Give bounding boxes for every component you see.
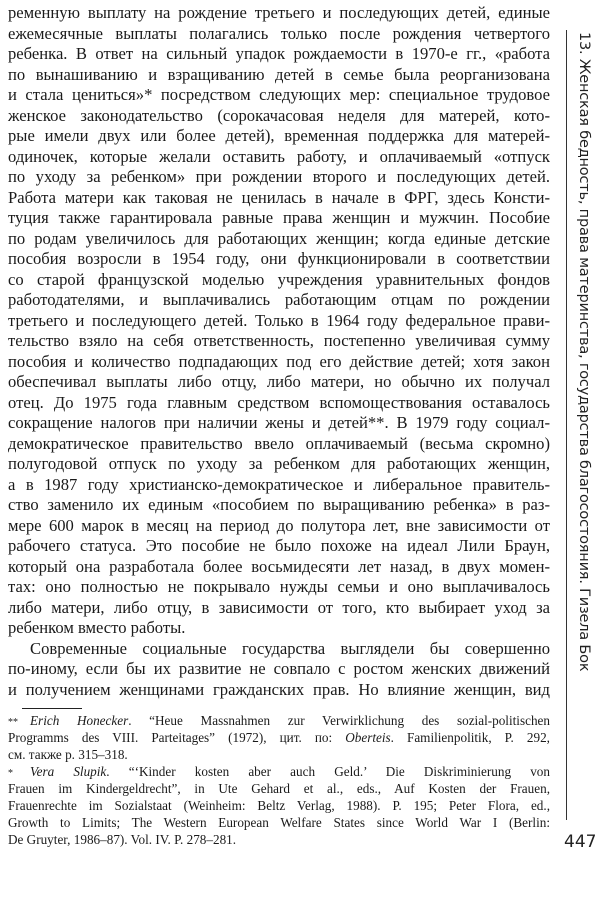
page-number: 447 xyxy=(564,832,597,852)
text-line: женское законодательство (сорокачасовая неделя для матерей, кото- xyxy=(8,105,550,125)
footnotes xyxy=(8,712,550,848)
text-line: одиночек, которые желали оставить работу, и оплачиваемый «отпуск xyxy=(8,146,550,166)
text-line: по уходу за ребенком» при рождении второго и последующих детей. xyxy=(8,167,550,186)
footnote-line xyxy=(8,729,550,746)
text-line: ребенком вместо работы. xyxy=(8,618,186,637)
footnote-mark: ** xyxy=(8,717,18,728)
text-line: сокращение налогов при наличии жены и детей**. В 1979 году социал- xyxy=(8,413,550,432)
text-line: со старой французской моделью учреждения уравнительных фондов xyxy=(8,269,550,289)
text-line: рые имели двух или более детей), временная поддержка для матерей- xyxy=(8,126,550,145)
footnote-line: Growth to Limits; The Western European Welfare States since World War I (Berlin: xyxy=(8,815,550,830)
text-line: Работа матери как таковая не ценилась в начале в ФРГ, здесь Консти- xyxy=(8,187,550,207)
text-line: рабочего статуса. Это пособие не было похоже на идеал Лили Браун, xyxy=(8,536,550,555)
footnote-line: De Gruyter, 1986–87). Vol. IV. P. 278–281. xyxy=(8,832,237,847)
footnote-line xyxy=(8,712,550,729)
text-line: по родам увеличилось для работающих женщин; когда единые детские xyxy=(8,228,550,248)
footnote-line: Frauenrechte im Sozialstaat (Weinheim: Beltz Verlag, 1988). P. 195; Peter Flora, ed., xyxy=(8,798,550,813)
text-line: Современные социальные государства выглядели бы совершенно xyxy=(30,638,550,658)
footnote-line: Frauen im Kindergeldrecht”, in Ute Gehard et al., eds., Auf Kosten der Frauen, xyxy=(8,781,550,796)
text-line: либо матери, либо отцу, в зависимости от того, кто выбирает уход за xyxy=(8,597,550,617)
footnote-author: Vera Slupik xyxy=(30,764,107,779)
text-line: отец. До 1975 года главным средством вспомоществования оставалось xyxy=(8,392,550,412)
footnote-text: . “‘Kinder kosten aber auch Geld.’ Die Diskriminierung von xyxy=(106,764,550,779)
text-line: тельство взяло на себя ответственность, постепенно увеличивая сумму xyxy=(8,331,550,350)
text-line: пособия и количество подпадающих под его действие детей; хотя закон xyxy=(8,351,550,371)
footnote-author: Erich Honecker xyxy=(30,713,129,728)
text-line: а в 1987 году христианско-демократическое и либеральное правитель- xyxy=(8,474,550,494)
text-line: работодателями, и выплачивались работающим отцам по рождении xyxy=(8,290,550,309)
text-line: по-иному, если бы их развитие не совпало с ростом женских движений xyxy=(8,659,550,678)
text-line: ство заменило их единым «пособием по выращиванию ребенка» в раз- xyxy=(8,495,550,514)
text-line: мере 600 марок в месяц на период до полутора лет, вне зависимости от xyxy=(8,515,550,535)
text-line: третьего и последующего детей. Только в 1964 году федеральное прави- xyxy=(8,310,550,330)
text-line: который она разработала более восьмидесяти лет назад, в двух момен- xyxy=(8,556,550,576)
text-line: демократическое правительство ввело оплачиваемый (весьма скромно) xyxy=(8,433,550,453)
footnote-text: . “Heue Massnahmen zur Verwirklichung des sozial-politischen xyxy=(128,713,550,728)
footnote-cited: Oberteis xyxy=(345,730,391,745)
text-line: по вынашиванию и взращиванию детей в семье была реорганизована xyxy=(8,64,550,84)
footnote-text: Programms des VIII. Parteitages” (1972), цит. по: xyxy=(8,730,346,745)
text-line: туция также гарантировала равные права женщин и мужчин. Пособие xyxy=(8,208,550,227)
text-line: и получением женщинами гражданских прав. Но влияние женщин, вид xyxy=(8,679,550,699)
running-head: 13. Женская бедность, права материнства, государства благосостояния. Гизела Бок xyxy=(576,32,592,672)
text-line: ребенка. В ответ на сильный упадок рождаемости в 1970-е гг., «работа xyxy=(8,44,550,63)
margin-rule xyxy=(566,30,567,820)
text-line: тах: оно полностью не покрывало нужды семьи и оно выплачивалось xyxy=(8,577,550,596)
text-line: ременную выплату на рождение третьего и последующих детей, единые xyxy=(8,3,550,22)
footnote-text: . Familienpolitik, P. 292, xyxy=(390,730,550,745)
text-line: и стала цениться»* посредством следующих мер: специальное трудовое xyxy=(8,85,550,104)
text-line: ежемесячные выплаты полагались только после рождения четвертого xyxy=(8,23,550,43)
footnote-mark: * xyxy=(8,768,13,779)
text-line: пособия возросли в 1954 году, они функционировали в соответствии xyxy=(8,249,550,268)
footnote-line xyxy=(8,763,550,780)
text-line: обеспечивал выплаты либо отцу, либо матери, но обычно их получал xyxy=(8,372,550,391)
body-text xyxy=(8,3,550,700)
footnote-line: см. также р. 315–318. xyxy=(8,747,128,762)
footnote-divider xyxy=(22,708,82,709)
text-line: полугодовой отпуск по уходу за ребенком для работающих женщин, xyxy=(8,454,550,473)
